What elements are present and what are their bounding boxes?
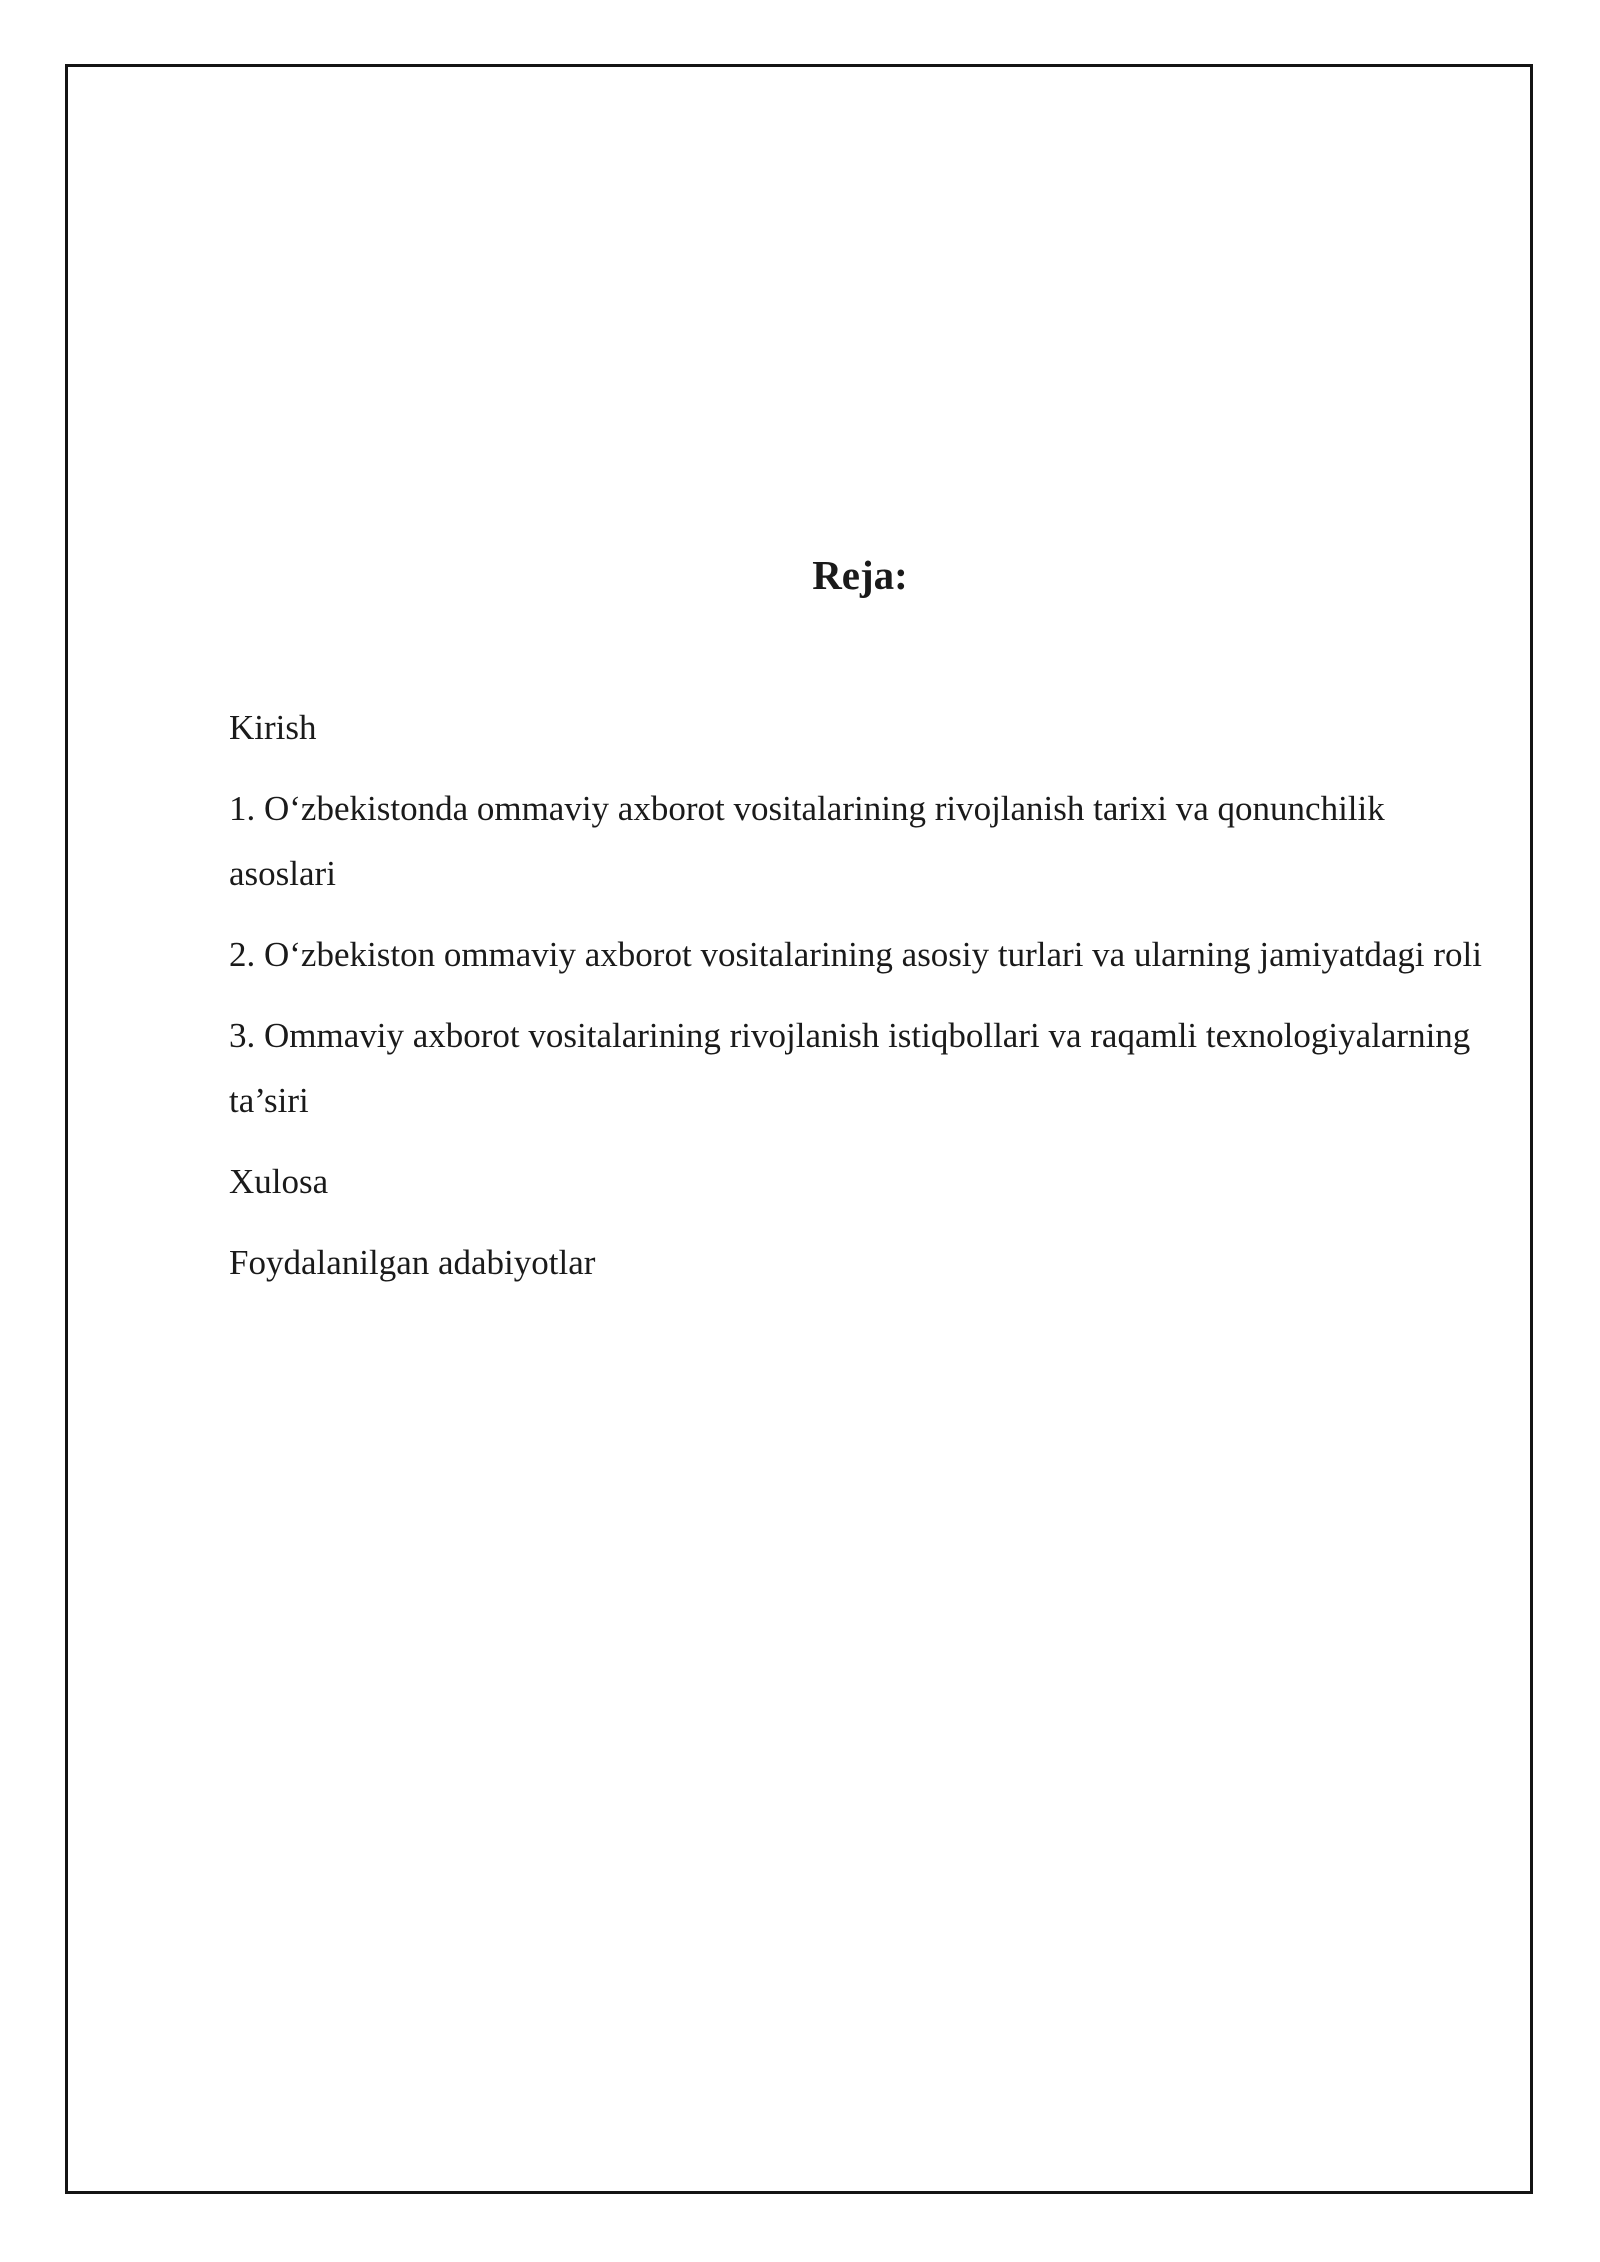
plan-title: Reja:: [812, 552, 908, 598]
plan-item-conclusion: Xulosa: [229, 1162, 329, 1201]
plan-item-chapter-1: 1. O‘zbekistonda ommaviy axborot vositalarining rivojlanish tarixi va qonunchilik asoslari: [229, 789, 1385, 893]
plan-item-chapter-2: 2. O‘zbekiston ommaviy axborot vositalarining asosiy turlari va ularning jamiyatdagi roli: [229, 935, 1482, 974]
plan-item-introduction: Kirish: [229, 708, 317, 747]
plan-list: [229, 695, 1499, 1311]
plan-item-references: Foydalanilgan adabiyotlar: [229, 1243, 596, 1282]
plan-item-chapter-3: 3. Ommaviy axborot vositalarining rivojlanish istiqbollari va raqamli texnologiyalarning ta’siri: [229, 1016, 1471, 1120]
